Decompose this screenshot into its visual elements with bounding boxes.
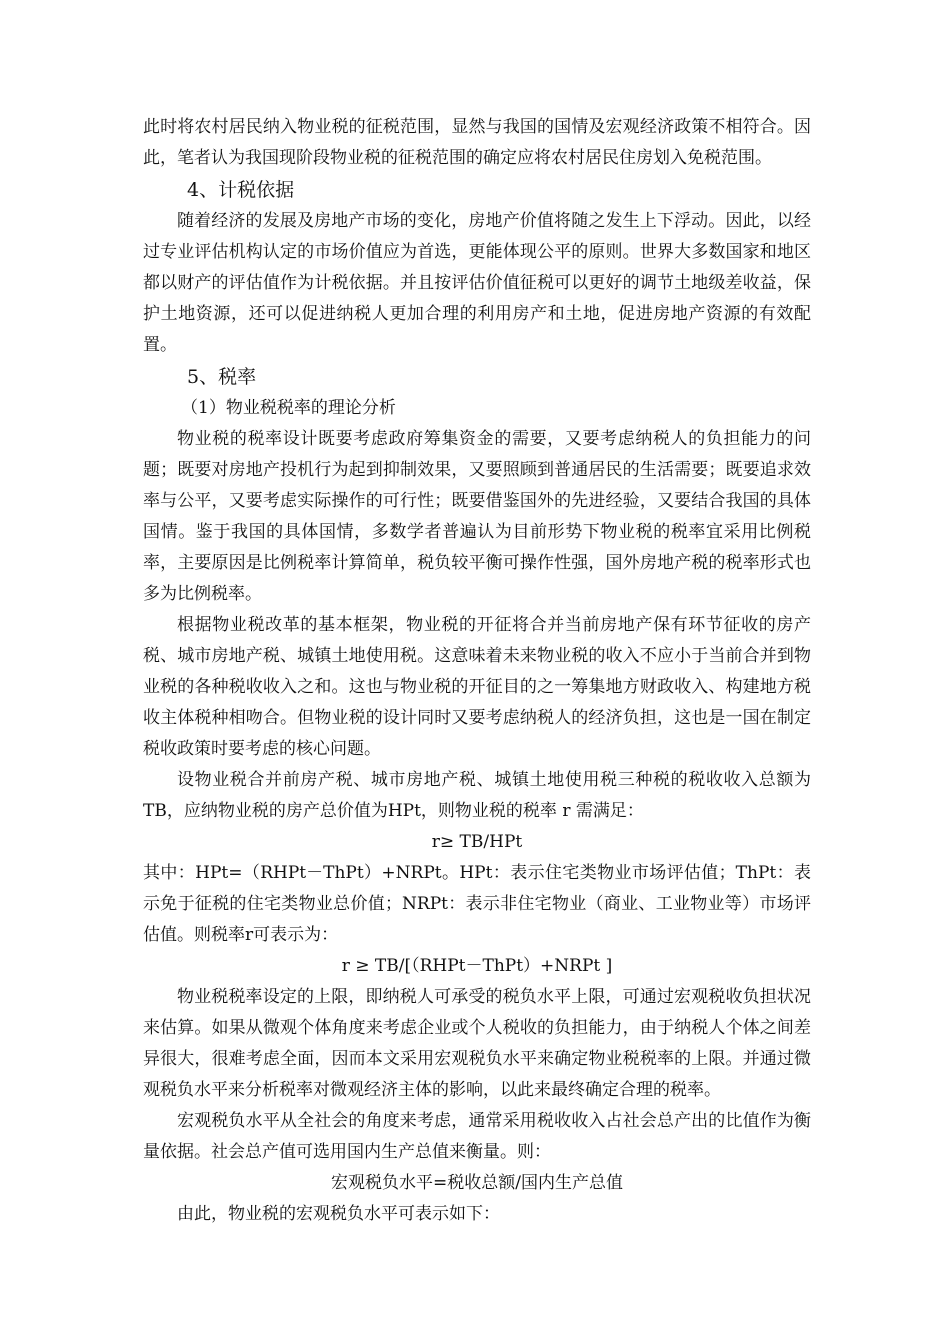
paragraph-rate-definition: 设物业税合并前房产税、城市房地产税、城镇土地使用税三种税的税收收入总额为TB，应纳物业税的房产总价值为HPt，则物业税的税率 r 需满足： [143,770,811,821]
paragraph-conclusion-intro: 由此，物业税的宏观税负水平可表示如下： [177,1204,500,1224]
paragraph-tax-basis: 随着经济的发展及房地产市场的变化，房地产价值将随之发生上下浮动。因此，以经过专业评估机构认定的市场价值应为首选，更能体现公平的原则。世界大多数国家和地区都以财产的评估值作为计税依据。并且按评估价值征税可以更好的调节土地级差收益，保护土地资源，还可以促进纳税人更加合理的利用房产和土地，促进房地产资源的有效配置。 [143,211,811,355]
paragraph-rate-upper-limit: 物业税税率设定的上限，即纳税人可承受的税负水平上限，可通过宏观税收负担状况来估算。如果从微观个体角度来考虑企业或个人税收的负担能力，由于纳税人个体之间差异很大，很难考虑全面，因而本文采用宏观税负水平来确定物业税税率的上限。并通过微观税负水平来分析税率对微观经济主体的影响，以此来最终确定合理的税率。 [143,987,811,1100]
document-body [143,112,811,1230]
subheading-rate-analysis: （1）物业税税率的理论分析 [181,398,396,418]
paragraph-variable-definitions: 其中：HPt=（RHPt－ThPt）+NRPt。HPt：表示住宅类物业市场评估值；ThPt：表示免于征税的住宅类物业总价值；NRPt：表示非住宅物业（商业、工业物业等）市场评估值。则税率r可表示为： [143,863,811,945]
formula-macro-tax-burden: 宏观税负水平=税收总额/国内生产总值 [331,1173,623,1193]
heading-tax-basis: 4、计税依据 [187,179,295,201]
formula-rate-lower-bound: r≥ TB/HPt [431,832,523,852]
paragraph-reform-framework: 根据物业税改革的基本框架，物业税的开征将合并当前房地产保有环节征收的房产税、城市房地产税、城镇土地使用税。这意味着未来物业税的收入不应小于当前合并到物业税的各种税收收入之和。这也与物业税的开征目的之一筹集地方财政收入、构建地方税收主体税种相吻合。但物业税的设计同时又要考虑纳税人的经济负担，这也是一国在制定税收政策时要考虑的核心问题。 [143,615,811,759]
paragraph-macro-tax-burden: 宏观税负水平从全社会的角度来考虑，通常采用税收收入占社会总产出的比值作为衡量依据。社会总产值可选用国内生产总值来衡量。则： [143,1111,811,1162]
heading-tax-rate: 5、税率 [187,366,257,388]
paragraph-rate-design: 物业税的税率设计既要考虑政府筹集资金的需要，又要考虑纳税人的负担能力的问题；既要对房地产投机行为起到抑制效果，又要照顾到普通居民的生活需要；既要追求效率与公平，又要考虑实际操作的可行性；既要借鉴国外的先进经验，又要结合我国的具体国情。鉴于我国的具体国情，多数学者普遍认为目前形势下物业税的税率宜采用比例税率，主要原因是比例税率计算简单，税负较平衡可操作性强，国外房地产税的税率形式也多为比例税率。 [143,429,811,604]
formula-rate-expanded: r ≥ TB/[（RHPt－ThPt）+NRPt ] [341,956,613,976]
paragraph-rural-exemption: 此时将农村居民纳入物业税的征税范围，显然与我国的国情及宏观经济政策不相符合。因此，笔者认为我国现阶段物业税的征税范围的确定应将农村居民住房划入免税范围。 [143,117,811,168]
